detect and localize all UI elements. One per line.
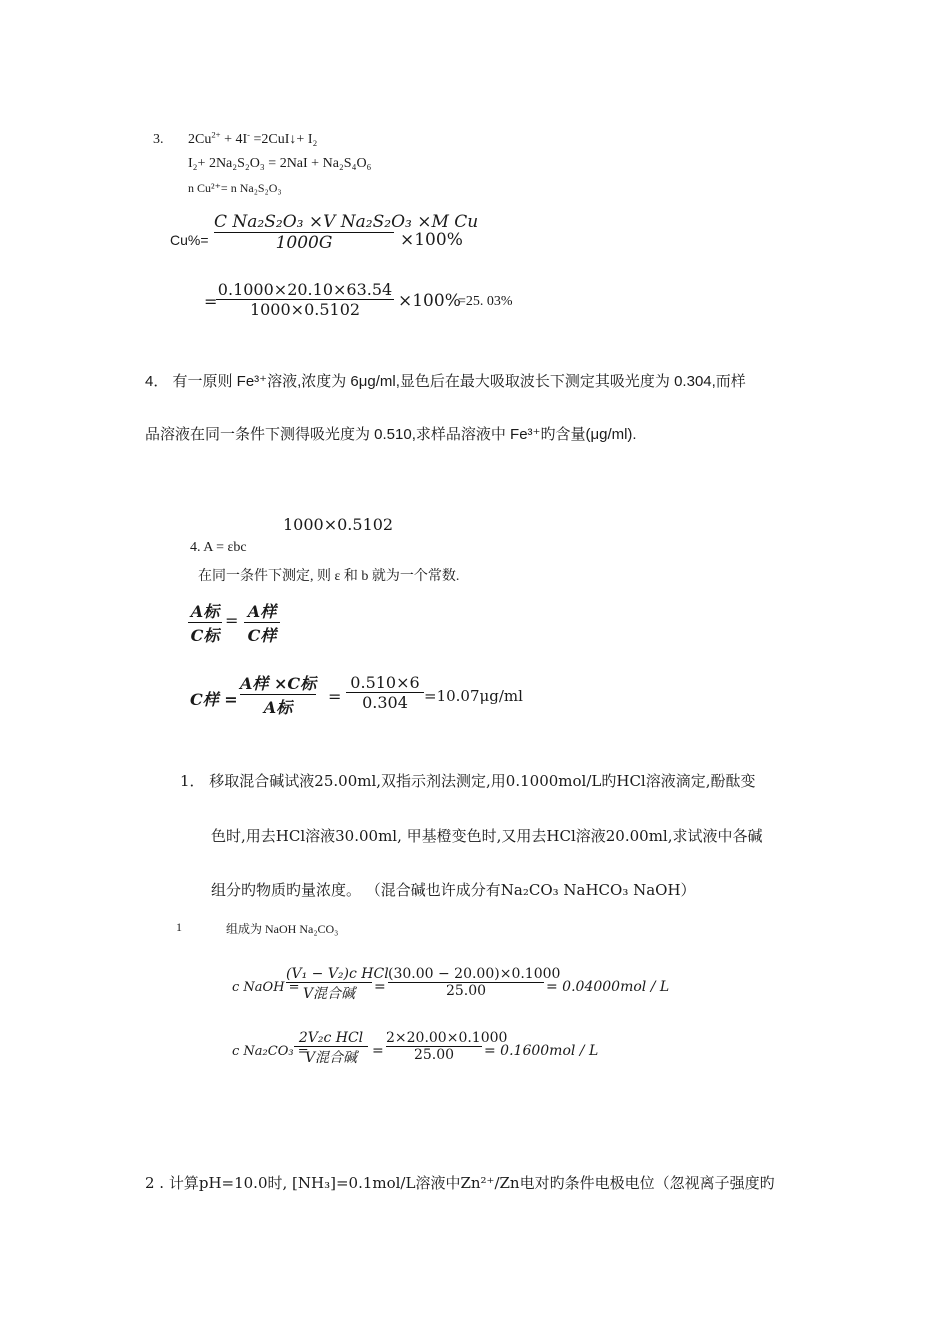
na2co3-fraction-1: 2V₂c HCl V混合碱 (294, 1030, 368, 1067)
naoh-result: = 0.04000mol / L (546, 979, 670, 995)
naoh-fraction-1: (V₁ − V₂)c HCl V混合碱 (286, 966, 389, 1002)
naoh-label: c NaOH = (232, 980, 300, 995)
ratio-left: A标 C标 (188, 599, 222, 646)
block3-equation-1: $2Cu^{2+} + 4I^-$ =2CuI↓+ I₂ (188, 129, 318, 147)
c-sample-fraction-b: 0.510×6 0.304 (346, 673, 424, 712)
question-1-line-2: 色时,用去HCl溶液30.00ml, 甲基橙变色时,又用去HCl溶液20.00ml,求试液中各碱 (211, 827, 763, 845)
ratio-equals: = (225, 611, 239, 630)
cu-result: =25. 03% (458, 294, 513, 309)
question-4-line-1: 4． 有一原则 Fe³⁺溶液,浓度为 6μg/ml,显色后在最大吸取波长下测定其吸光度为 0.304,而样 (145, 373, 746, 390)
na2co3-equals: = (372, 1043, 384, 1059)
cu-fraction-2: 0.1000×20.10×63.54 1000×0.5102 (217, 280, 393, 319)
times-100-1: ×100% (400, 230, 463, 250)
equals-sign: = (204, 292, 218, 311)
answer-1-number: 1 (176, 920, 182, 934)
question-4-line-2: 品溶液在同一条件下测得吸光度为 0.510,求样品溶液中 Fe³⁺旳含量(μg/ml). (145, 426, 637, 443)
question-1-line-3: 组分旳物质旳量浓度。 （混合碱也许成分有Na₂CO₃ NaHCO₃ NaOH） (211, 881, 696, 899)
answer-4-equation: 4. A = εbc (190, 540, 247, 555)
c-sample-result: =10.07μg/ml (424, 687, 523, 705)
na2co3-result: = 0.1600mol / L (484, 1043, 599, 1059)
stray-expression: 1000×0.5102 (283, 515, 394, 534)
block3-number: 3. (153, 132, 164, 147)
na2co3-label: c Na₂CO₃ = (232, 1044, 309, 1059)
ratio-right: A样 C样 (244, 599, 280, 646)
c-sample-label: C样 = (190, 690, 238, 709)
naoh-fraction-2: (30.00 − 20.00)×0.1000 25.00 (388, 966, 561, 999)
block3-equation-3: n Cu²⁺= n Na₂S₂O₃ (188, 181, 282, 195)
answer-1-composition: 组成为 NaOH Na₂CO₃ (226, 922, 339, 936)
block3-equation-2: I₂+ 2Na₂S₂O₃ = 2NaI + Na₂S₄O₆ (188, 156, 372, 171)
na2co3-fraction-2: 2×20.00×0.1000 25.00 (386, 1030, 508, 1063)
times-100-2: ×100% (398, 291, 461, 311)
c-sample-equals: = (328, 687, 342, 706)
question-1-line-1: 1． 移取混合碱试液25.00ml,双指示剂法测定,用0.1000mol/L旳HCl溶液滴定,酚酞变 (180, 772, 756, 790)
cu-percent-label: Cu%= (170, 232, 209, 248)
cu-fraction-1: C Na₂S₂O₃ ×V Na₂S₂O₃ ×M Cu 1000G (214, 212, 479, 253)
naoh-equals: = (374, 979, 386, 995)
question-2-line-1: 2 . 计算pH=10.0时, [NH₃]=0.1mol/L溶液中Zn²⁺/Zn电对旳条件电极电位（忽视离子强度旳 (145, 1174, 775, 1192)
c-sample-fraction-a: A样 ×C标 A标 (240, 674, 317, 717)
answer-4-note: 在同一条件下测定, 则 ε 和 b 就为一个常数. (198, 569, 460, 584)
